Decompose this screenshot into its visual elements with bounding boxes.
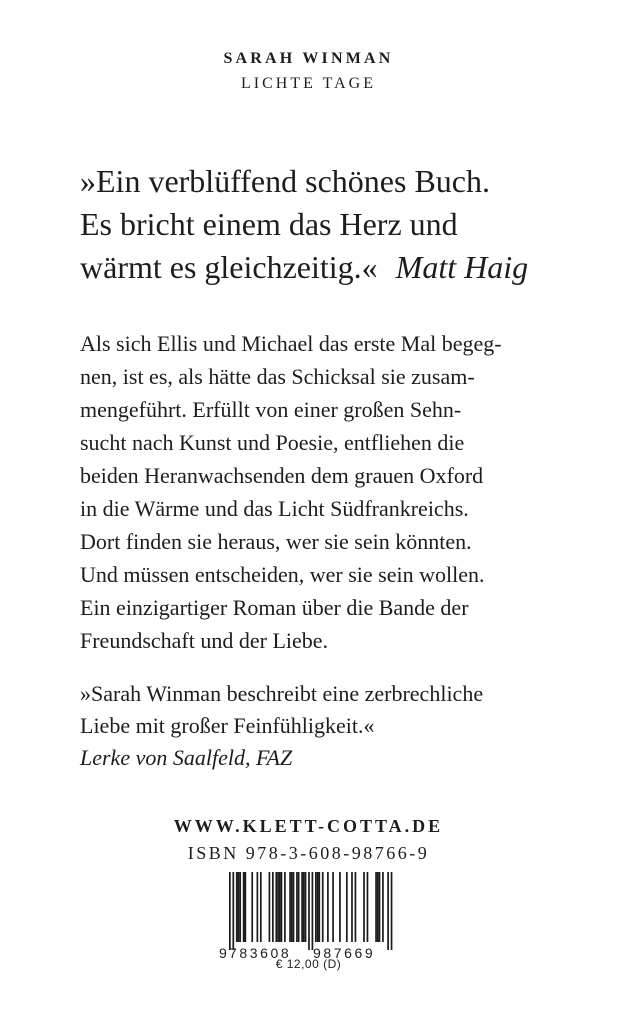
barcode-bar — [322, 872, 324, 942]
barcode-bar — [332, 872, 334, 942]
barcode-bar — [367, 872, 369, 942]
barcode-bar — [257, 872, 259, 942]
barcode-bar — [301, 872, 303, 942]
barcode-bar — [275, 872, 277, 942]
isbn-text: ISBN 978-3-608-98766-9 — [187, 843, 430, 863]
barcode-bar — [281, 872, 283, 942]
blurb-attribution: Matt Haig — [395, 249, 529, 285]
price-label: € 12,00 (D) — [275, 957, 342, 971]
blurb-line: »Ein verblüffend schönes Buch. — [80, 163, 490, 199]
barcode-bar — [279, 872, 281, 942]
barcode-bar — [303, 872, 305, 942]
barcode-bar — [339, 872, 341, 942]
barcode-bar — [382, 872, 384, 942]
barcode-bar — [269, 872, 271, 942]
barcode-bar — [229, 872, 231, 950]
barcode-bar — [346, 872, 348, 942]
barcode-bar — [277, 872, 279, 942]
barcode-bar — [296, 872, 298, 942]
blurb-quote — [80, 160, 550, 289]
barcode-bar — [391, 872, 393, 950]
barcode-bar — [243, 872, 245, 942]
description-line: beiden Heranwachsenden dem grauen Oxford — [80, 463, 484, 488]
description-line: Freundschaft und der Liebe. — [80, 628, 329, 653]
barcode-bar — [236, 872, 238, 942]
description-line: mengeführt. Erfüllt von einer großen Sehn- — [80, 397, 462, 422]
description-line: sucht nach Kunst und Poesie, entfliehen die — [80, 430, 465, 455]
barcode-bar — [318, 872, 320, 942]
book-title: LICHTE TAGE — [241, 75, 376, 92]
barcode-bar — [308, 872, 310, 950]
barcode-bar — [293, 872, 295, 942]
review-attribution: Lerke von Saalfeld, FAZ — [80, 745, 293, 770]
barcode-bar — [305, 872, 307, 942]
barcode-left-digits: 783608 — [229, 945, 292, 961]
barcode-bar — [298, 872, 300, 942]
barcode-bar — [272, 872, 274, 942]
barcode-bar — [355, 872, 357, 942]
barcode-bar — [289, 872, 291, 942]
blurb-line-text: wärmt es gleichzeitig.« — [80, 249, 378, 285]
barcode-right-digits: 987669 — [313, 945, 376, 961]
publisher-website: WWW.KLETT-COTTA.DE — [173, 816, 444, 836]
barcode-bar — [315, 872, 317, 942]
blurb-line: Es bricht einem das Herz und — [80, 206, 458, 242]
description-line: in die Wärme und das Licht Südfrankreichs. — [80, 496, 469, 521]
barcode-bar — [379, 872, 381, 942]
barcode-bar — [291, 872, 293, 942]
barcode-bar — [363, 872, 365, 942]
barcode-bar — [239, 872, 241, 942]
description-line: nen, ist es, als hätte das Schicksal sie zusam- — [80, 364, 475, 389]
barcode-lead-digit: 9 — [219, 945, 227, 961]
barcode-bar — [260, 872, 262, 942]
barcode-bar — [375, 872, 377, 942]
author-name: SARAH WINMAN — [223, 50, 394, 67]
description-line: Und müssen entscheiden, wer sie sein wollen. — [80, 562, 485, 587]
barcode-bar — [232, 872, 234, 950]
barcode-bar — [244, 872, 246, 942]
barcode-bar — [351, 872, 353, 942]
barcode-bar — [312, 872, 314, 950]
barcode-bar — [317, 872, 319, 942]
barcode-bar — [387, 872, 389, 950]
review-quote — [80, 678, 550, 774]
description-line: Ein einzigartiger Roman über die Bande der — [80, 595, 469, 620]
review-line: »Sarah Winman beschreibt eine zerbrechliche — [80, 681, 484, 706]
barcode-bars — [229, 872, 392, 950]
barcode-bar — [284, 872, 286, 942]
barcode-bar — [377, 872, 379, 942]
description-line: Dort finden sie heraus, wer sie sein könnten. — [80, 529, 472, 554]
description-line: Als sich Ellis und Michael das erste Mal begeg- — [80, 331, 502, 356]
barcode-bar — [251, 872, 253, 942]
barcode-bar — [327, 872, 329, 942]
barcode — [216, 870, 402, 962]
review-line: Liebe mit großer Feinfühligkeit.« — [80, 713, 375, 738]
barcode-bar — [238, 872, 240, 942]
description — [80, 327, 550, 657]
blurb-line — [80, 246, 550, 289]
